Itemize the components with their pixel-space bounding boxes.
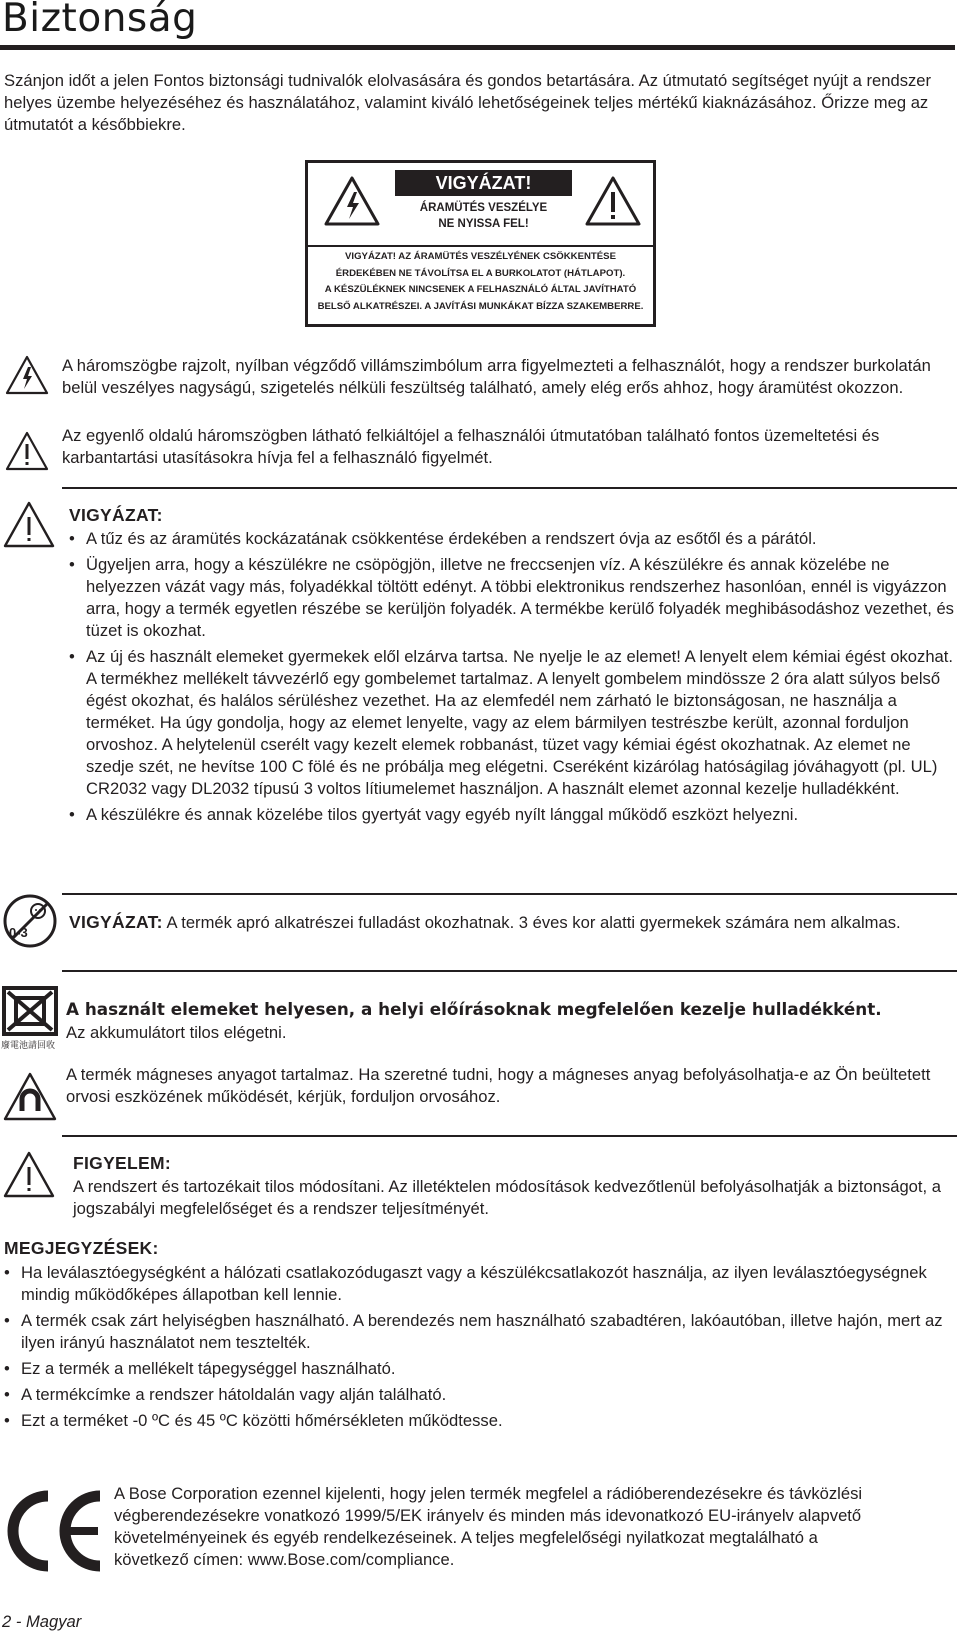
section-rule <box>62 970 957 972</box>
battery-bold-text: A használt elemeket helyesen, a helyi előírásoknak megfelelően kezelje hulladékként. <box>66 999 882 1019</box>
warning-heading: VIGYÁZAT: <box>69 505 163 525</box>
caution-box-body <box>308 249 653 315</box>
warning-list-item: • A tűz és az áramütés kockázatának csökkentése érdekében a rendszert óvja az esőtől és a párától. <box>69 528 957 550</box>
caution-box-heading: VIGYÁZAT! <box>395 170 572 196</box>
exclamation-triangle-icon <box>4 430 50 472</box>
magnet-warning-icon <box>2 1071 58 1123</box>
small-parts-heading: VIGYÁZAT: <box>69 912 163 932</box>
notice-text: A rendszert és tartozékait tilos módosítani. Az illetéktelen módosítások kedvezőtlenül befolyásolhatják a biztonságot, a jogszabályi megfelelőséget és a rendszer teljesítményét. <box>73 1177 941 1218</box>
age-label: 0-3 <box>9 925 28 940</box>
caution-box-line: VIGYÁZAT! AZ ÁRAMÜTÉS VESZÉLYÉNEK CSÖKKENTÉSE <box>345 251 616 262</box>
warning-list-item: • A készülékre és annak közelébe tilos gyertyát vagy egyéb nyílt lánggal működő eszközt helyezni. <box>69 804 957 826</box>
warning-list-item: • Ügyeljen arra, hogy a készülékre ne csöpögjön, illetve ne freccsenjen víz. A készülékre és annak közelébe ne helyezzen vázát vagy más, folyadékkal töltött edényt. A többi elektronikus rendszerhez hasonlóan, ennél is vigyázzon arra, hogy a termék egyetlen részébe se kerüljön folyadék. A termékbe kerülő folyadék meghibásodáshoz vezethet, és tüzet is okozhat. <box>69 554 957 642</box>
warning-list-item: • Az új és használt elemeket gyermekek elől elzárva tartsa. Ne nyelje le az elemet! A lenyelt elem kémiai égést okozhat. A termékhez mellékelt távvezérlő egy gombelemet tartalmaz. A lenyelt gombelem mindössze 2 óra alatt súlyos belső égést okozhat, és halálos sérüléshez vezethet. Ha az elemfedél nem zárható le biztonságosan, ne használja a terméket. Ha úgy gondolja, hogy az elemet lenyelte, vagy az elem bármilyen testrészbe került, azonnal forduljon orvoshoz. A helytelenül cserélt vagy kezelt elemek robbanást, tüzet vagy kémiai égést okozhatnak. Az elemet ne szedje szét, ne hevítse 100 C fölé és ne próbálja meg elégetni. Cseréként kizárólag hatóságilag jóváhagyott (pl. UL) CR2032 vagy DL2032 típusú 3 voltos lítiumelemet használjon. A használt elemet azonnal kezelje hulladékként. <box>69 646 957 800</box>
lightning-triangle-icon <box>4 354 50 396</box>
page-title: Biztonság <box>2 0 198 41</box>
ce-declaration-text: A Bose Corporation ezennel kijelenti, hogy jelen termék megfelel a rádióberendezésekre és távközlési végberendezésekre vonatkozó 1999/5/EK irányelv és minden más idevonatkozó EU-irányelv alapvető követelményeinek és egyéb rendelkezéseinek. A teljes megfelelőségi nyilatkozat megtalálható a következő címen: www.Bose.com/compliance. <box>114 1484 863 1569</box>
notes-list-item: • A termékcímke a rendszer hátoldalán vagy alján található. <box>4 1384 956 1406</box>
notice-triangle-icon <box>2 1150 56 1200</box>
lightning-symbol-text: A háromszögbe rajzolt, nyílban végződő villámszimbólum arra figyelmezteti a felhasználót, hogy a rendszer burkolatán belül veszélyes nagyságú, szigetelés nélküli feszültség található, amely elég erős ahhoz, hogy áramütést okozzon. <box>62 356 931 397</box>
small-parts-age-icon <box>2 893 58 949</box>
battery-text: Az akkumulátort tilos elégetni. <box>66 1023 287 1042</box>
caution-box-line: ÉRDEKÉBEN NE TÁVOLÍTSA EL A BURKOLATOT (HÁTLAPOT). <box>335 267 626 279</box>
notes-list-item: • Ez a termék a mellékelt tápegységgel használható. <box>4 1358 956 1380</box>
notice-heading: FIGYELEM: <box>73 1153 171 1173</box>
lightning-warning-icon <box>323 175 381 227</box>
exclamation-symbol-text: Az egyenlő oldalú háromszögben látható felkiáltójel a felhasználói útmutatóban található fontos üzemeltetési és karbantartási utasításokra hívja fel a felhasználó figyelmét. <box>62 426 880 467</box>
caution-box-subtitle-line2: NE NYISSA FEL! <box>438 218 529 230</box>
section-rule <box>62 893 957 895</box>
caution-box-subtitle-line1: ÁRAMÜTÉS VESZÉLYE <box>419 202 548 214</box>
caution-box-top <box>308 163 653 247</box>
section-rule <box>62 1135 957 1137</box>
notes-list-item: • Ezt a terméket -0 ºC és 45 ºC közötti hőmérsékleten működtesse. <box>4 1410 956 1432</box>
warning-triangle-icon <box>2 500 56 550</box>
battery-caption: 廢電池請回收 <box>1 1041 56 1051</box>
caution-box-line: A KÉSZÜLÉKNEK NINCSENEK A FELHASZNÁLÓ ÁLTAL JAVÍTHATÓ <box>324 284 637 295</box>
notes-heading: MEGJEGYZÉSEK: <box>4 1238 159 1258</box>
caution-box-subtitle <box>388 200 579 232</box>
battery-recycle-icon <box>2 986 58 1036</box>
section-rule <box>62 487 957 489</box>
page-footer: 2 - Magyar <box>2 1612 82 1631</box>
notes-list-item: • Ha leválasztóegységként a hálózati csatlakozódugaszt vagy a készülékcsatlakozót használja, az ilyen leválasztóegységnek mindig működőképes állapotban kell lennie. <box>4 1262 956 1306</box>
intro-paragraph: Szánjon időt a jelen Fontos biztonsági tudnivalók elolvasására és gondos betartására. Az útmutató segítséget nyújt a rendszer helyes üzembe helyezéséhez és használatához, valamint kiváló lehetőségeinek teljes mértékű kiaknázásához. Őrizze meg az útmutatót a későbbiekre. <box>4 71 932 134</box>
notes-list-item: • A termék csak zárt helyiségben használható. A berendezés nem használható szabadtéren, lakóautóban, illetve hajón, mert az ilyen irányú használatot nem tesztelték. <box>4 1310 956 1354</box>
caution-label-box <box>305 160 656 327</box>
title-rule <box>0 45 955 50</box>
warning-list <box>69 528 957 830</box>
caution-box-line: BELSŐ ALKATRÉSZEI. A JAVÍTÁSI MUNKÁKAT BÍZZA SZAKEMBERRE. <box>317 300 644 312</box>
exclamation-warning-icon <box>584 175 642 227</box>
magnet-text: A termék mágneses anyagot tartalmaz. Ha szeretné tudni, hogy a mágneses anyag befolyásolhatja-e az Ön beültetett orvosi eszközének működését, kérjük, forduljon orvosához. <box>66 1065 931 1106</box>
notes-list <box>4 1262 956 1436</box>
small-parts-warning <box>69 911 957 934</box>
ce-mark-icon <box>2 1488 106 1574</box>
small-parts-text: A termék apró alkatrészei fulladást okozhatnak. 3 éves kor alatti gyermekek számára nem alkalmas. <box>162 913 901 932</box>
